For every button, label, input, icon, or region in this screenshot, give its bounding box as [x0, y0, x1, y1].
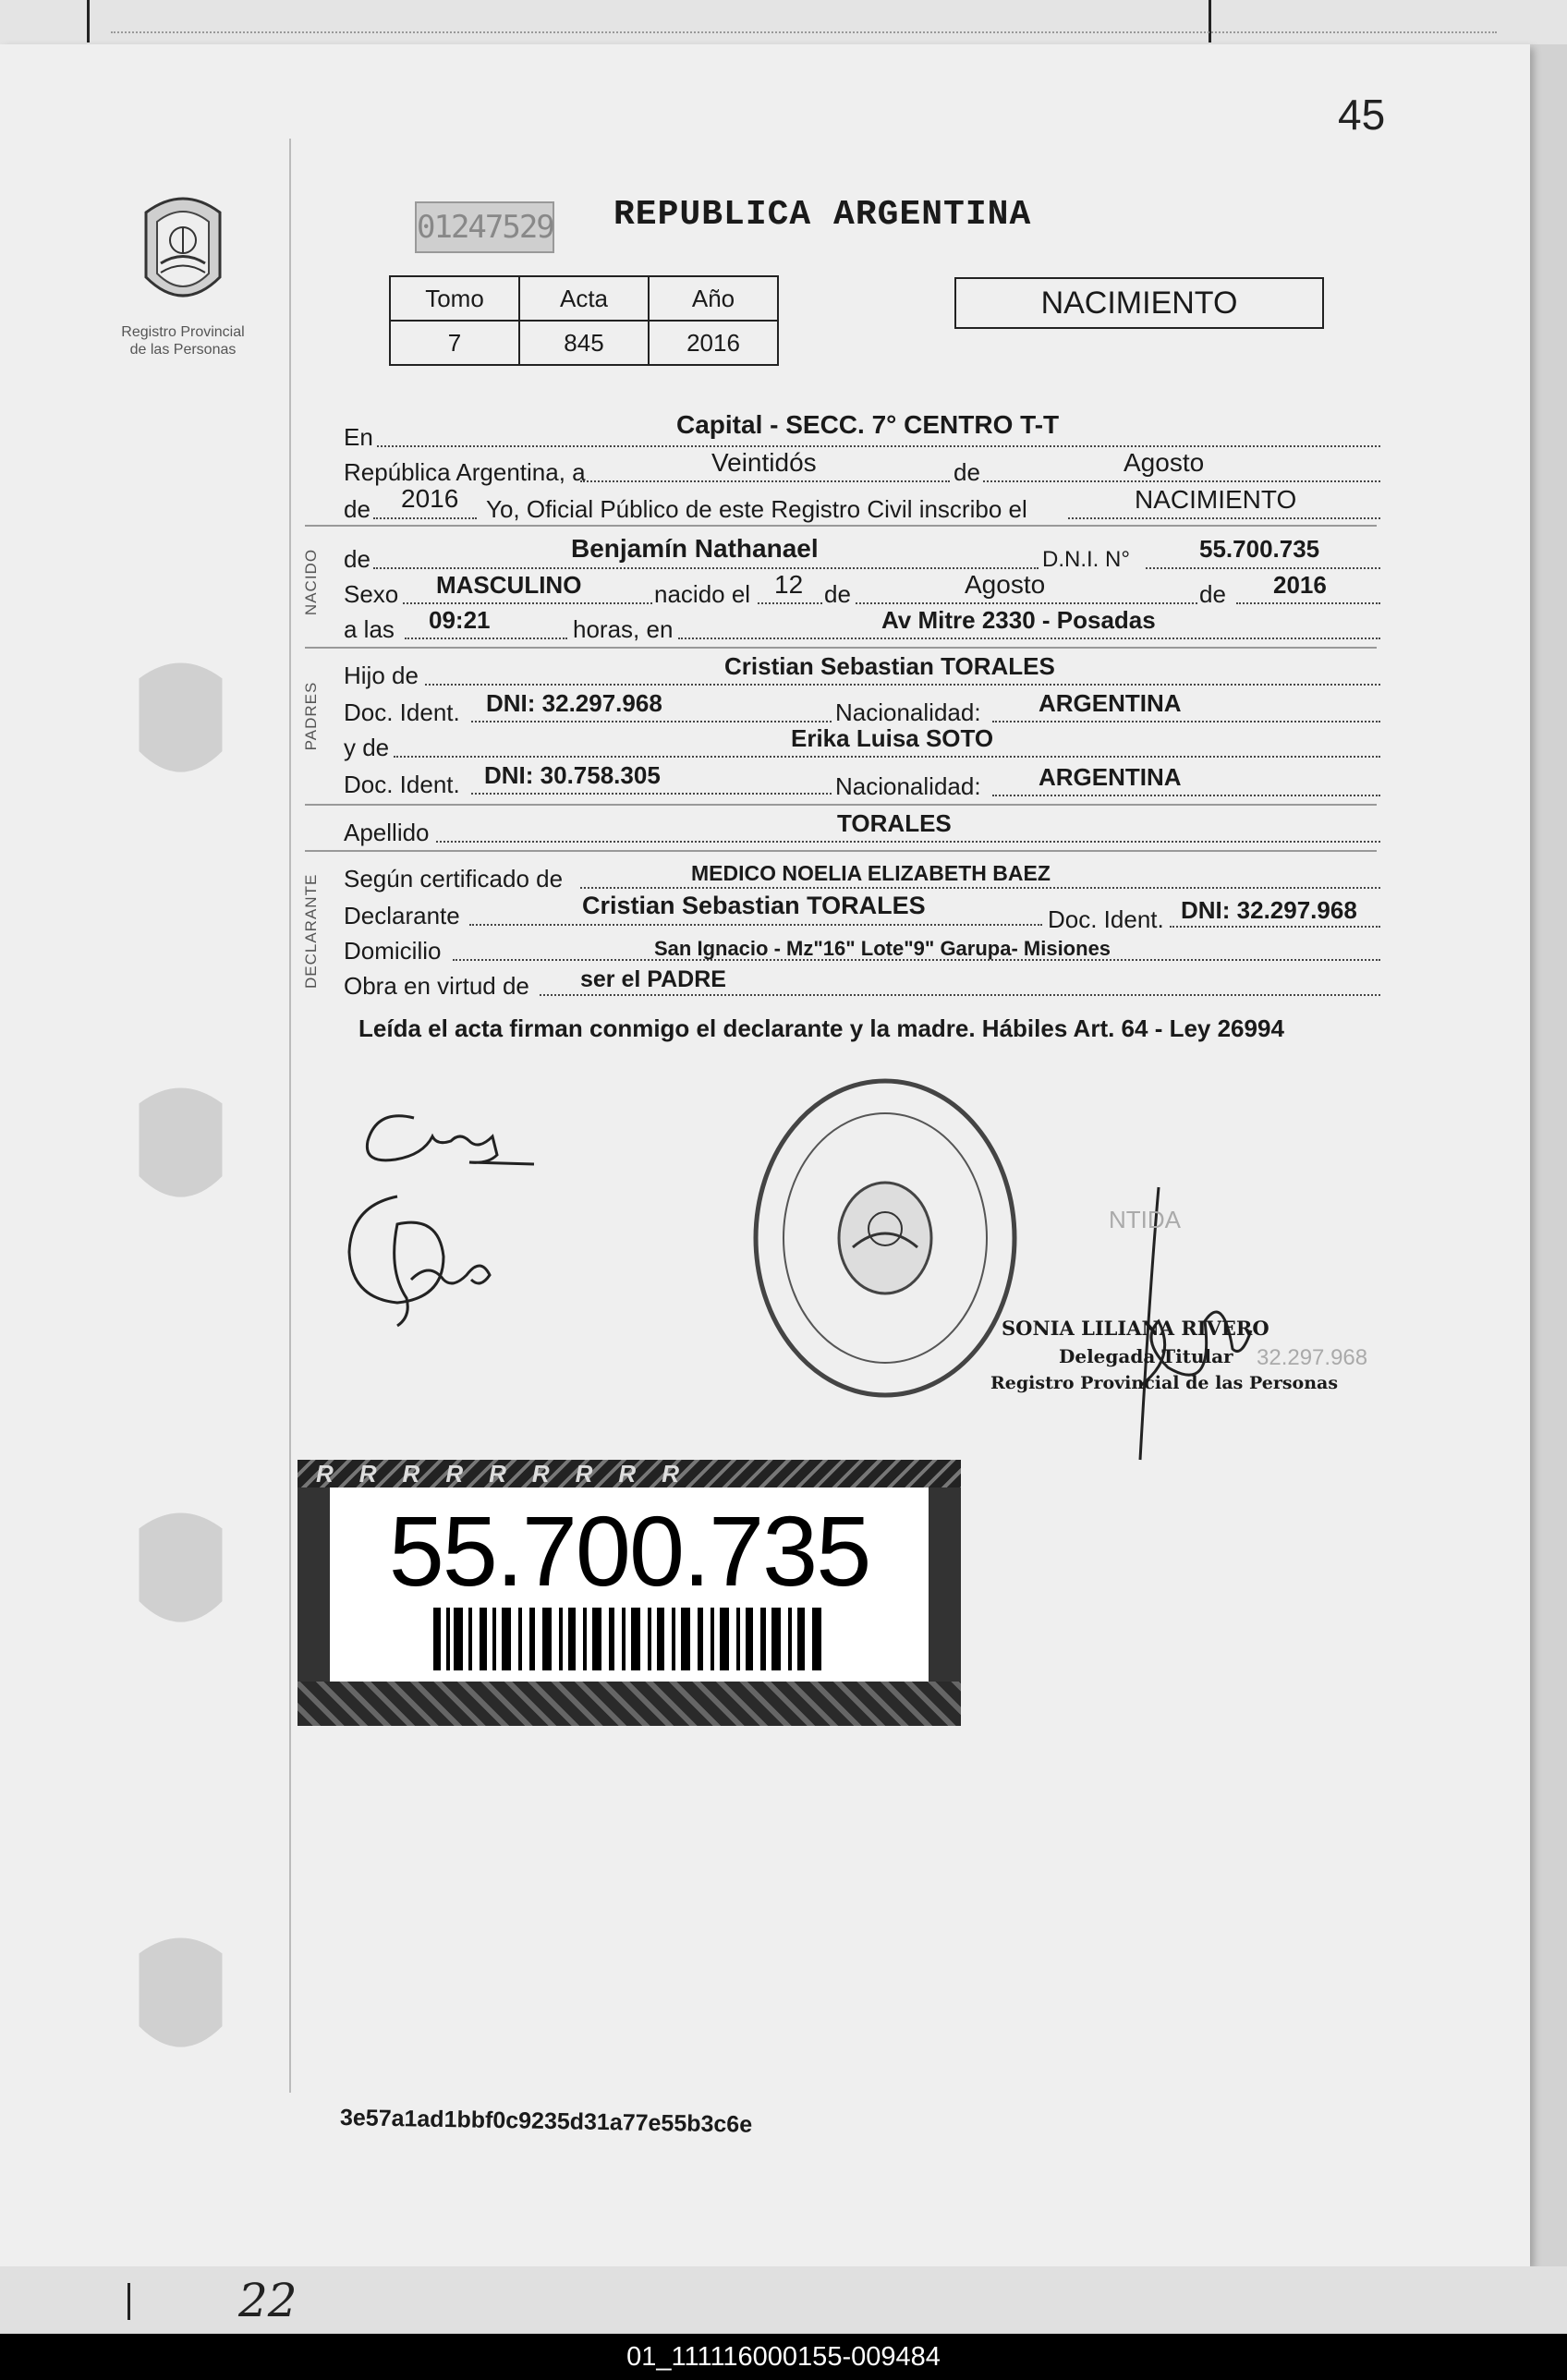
- sex-value: MASCULINO: [436, 571, 582, 599]
- section-divider: [305, 525, 1377, 527]
- serial-stamp: 01247529: [415, 201, 554, 253]
- father-doc-value: DNI: 32.297.968: [486, 689, 662, 717]
- mother-nationality-value: ARGENTINA: [1039, 763, 1182, 791]
- day-text-value: Veintidós: [711, 448, 817, 477]
- official-seal-icon: [747, 1072, 1024, 1404]
- anio-header: Año: [649, 276, 778, 321]
- acta-value: 845: [519, 321, 649, 365]
- document-hash: 3e57a1ad1bbf0c9235d31a77e55b3c6e: [339, 2105, 753, 2138]
- section-nacido: NACIDO: [302, 548, 320, 616]
- child-name-value: Benjamín Nathanael: [571, 534, 819, 563]
- signature-note: Leída el acta firman conmigo el declarante y la madre. Hábiles Art. 64 - Ley 26994: [358, 1014, 1284, 1042]
- declarant-doc-value: DNI: 32.297.968: [1181, 896, 1357, 924]
- margin-line: [289, 139, 291, 2093]
- ghost-dni: 32.297.968: [1257, 1345, 1368, 1370]
- sticker-number: 55.700.735: [388, 1495, 870, 1607]
- ghost-seal-icon: [118, 1922, 243, 2079]
- ghost-tomo: NTIDA: [1109, 1206, 1181, 1233]
- anio-value: 2016: [649, 321, 778, 365]
- sticker-pattern: RRRRRRRRR: [316, 1460, 705, 1488]
- next-page-edge: [0, 2266, 1567, 2333]
- registry-table: [389, 275, 779, 366]
- mother-name-value: Erika Luisa SOTO: [791, 724, 994, 752]
- section-padres: PADRES: [302, 681, 320, 751]
- mother-doc-value: DNI: 30.758.305: [484, 761, 661, 789]
- official-role: Delegada Titular: [1059, 1345, 1233, 1367]
- year-value: 2016: [401, 484, 459, 513]
- label-hijo-de: Hijo de: [344, 662, 419, 689]
- label-nacionalidad-1: Nacionalidad:: [835, 698, 981, 726]
- ghost-seal-icon: [118, 647, 243, 804]
- surname-value: TORALES: [837, 809, 952, 837]
- declarant-signature: [358, 1090, 543, 1183]
- tomo-value: 7: [390, 321, 519, 365]
- label-de-mes: de: [824, 580, 851, 608]
- tomo-header: Tomo: [390, 276, 519, 321]
- birth-time-value: 09:21: [429, 606, 491, 634]
- birth-place-value: Av Mitre 2330 - Posadas: [881, 606, 1156, 634]
- logo-caption-2: de las Personas: [129, 342, 237, 358]
- act-type-value: NACIMIENTO: [1135, 485, 1297, 514]
- label-de: de: [954, 458, 980, 486]
- father-name-value: Cristian Sebastian TORALES: [724, 652, 1055, 680]
- barcode-icon: [433, 1608, 825, 1670]
- handwritten-number: 22: [238, 2274, 298, 2327]
- country-title: REPUBLICA ARGENTINA: [613, 195, 1032, 235]
- label-de-name: de: [344, 545, 370, 573]
- label-en: En: [344, 423, 373, 451]
- mother-signature: [342, 1187, 527, 1335]
- ghost-seal-icon: [118, 1497, 243, 1654]
- label-de-anio: de: [1199, 580, 1226, 608]
- birth-month-value: Agosto: [965, 570, 1046, 599]
- official-org: Registro Provincial de las Personas: [990, 1373, 1339, 1393]
- father-nationality-value: ARGENTINA: [1039, 689, 1182, 717]
- label-domicilio: Domicilio: [344, 937, 442, 965]
- label-doc-ident-1: Doc. Ident.: [344, 698, 460, 726]
- label-horas-en: horas, en: [573, 615, 674, 643]
- section-divider: [305, 850, 1377, 852]
- province-seal-icon: [128, 185, 238, 323]
- label-de2: de: [344, 495, 370, 523]
- label-doc-ident-3: Doc. Ident.: [1048, 905, 1164, 933]
- ghost-seal-icon: [118, 1072, 243, 1229]
- certificate-value: MEDICO NOELIA ELIZABETH BAEZ: [691, 861, 1051, 885]
- document-type: NACIMIENTO: [954, 277, 1324, 329]
- place-value: Capital - SECC. 7° CENTRO T-T: [676, 410, 1060, 439]
- label-segun: Según certificado de: [344, 865, 564, 892]
- child-dni-value: 55.700.735: [1199, 535, 1320, 563]
- birth-day-value: 12: [774, 570, 804, 599]
- month-value: Agosto: [1124, 448, 1205, 477]
- label-y-de: y de: [344, 734, 390, 761]
- label-dni: D.N.I. N°: [1042, 547, 1130, 572]
- scan-footer: 01_111116000155-009484: [0, 2334, 1567, 2380]
- label-obra: Obra en virtud de: [344, 972, 529, 1000]
- logo-caption-1: Registro Provincial: [121, 324, 245, 340]
- label-sexo: Sexo: [344, 580, 399, 608]
- label-republica: República Argentina, a: [344, 458, 586, 486]
- birth-year-value: 2016: [1273, 571, 1327, 599]
- declarant-value: Cristian Sebastian TORALES: [582, 892, 926, 919]
- previous-page-edge: [0, 0, 1567, 44]
- label-apellido: Apellido: [344, 819, 430, 846]
- section-divider: [305, 647, 1377, 649]
- acta-header: Acta: [519, 276, 649, 321]
- official-name: SONIA LILIANA RIVERO: [1002, 1317, 1269, 1340]
- label-yo: Yo, Oficial Público de este Registro Civil inscribo el: [486, 495, 1027, 523]
- section-divider: [305, 804, 1377, 806]
- dni-barcode-sticker: [298, 1460, 961, 1726]
- address-value: San Ignacio - Mz"16" Lote"9" Garupa- Misiones: [654, 937, 1111, 960]
- registry-logo: [118, 185, 248, 379]
- label-doc-ident-2: Doc. Ident.: [344, 771, 460, 798]
- section-declarante: DECLARANTE: [302, 873, 320, 989]
- page-number: 45: [1338, 91, 1386, 139]
- label-declarante: Declarante: [344, 902, 460, 929]
- label-a-las: a las: [344, 615, 395, 643]
- label-nacido-el: nacido el: [654, 580, 751, 608]
- label-nacionalidad-2: Nacionalidad:: [835, 772, 981, 800]
- reason-value: ser el PADRE: [580, 966, 726, 992]
